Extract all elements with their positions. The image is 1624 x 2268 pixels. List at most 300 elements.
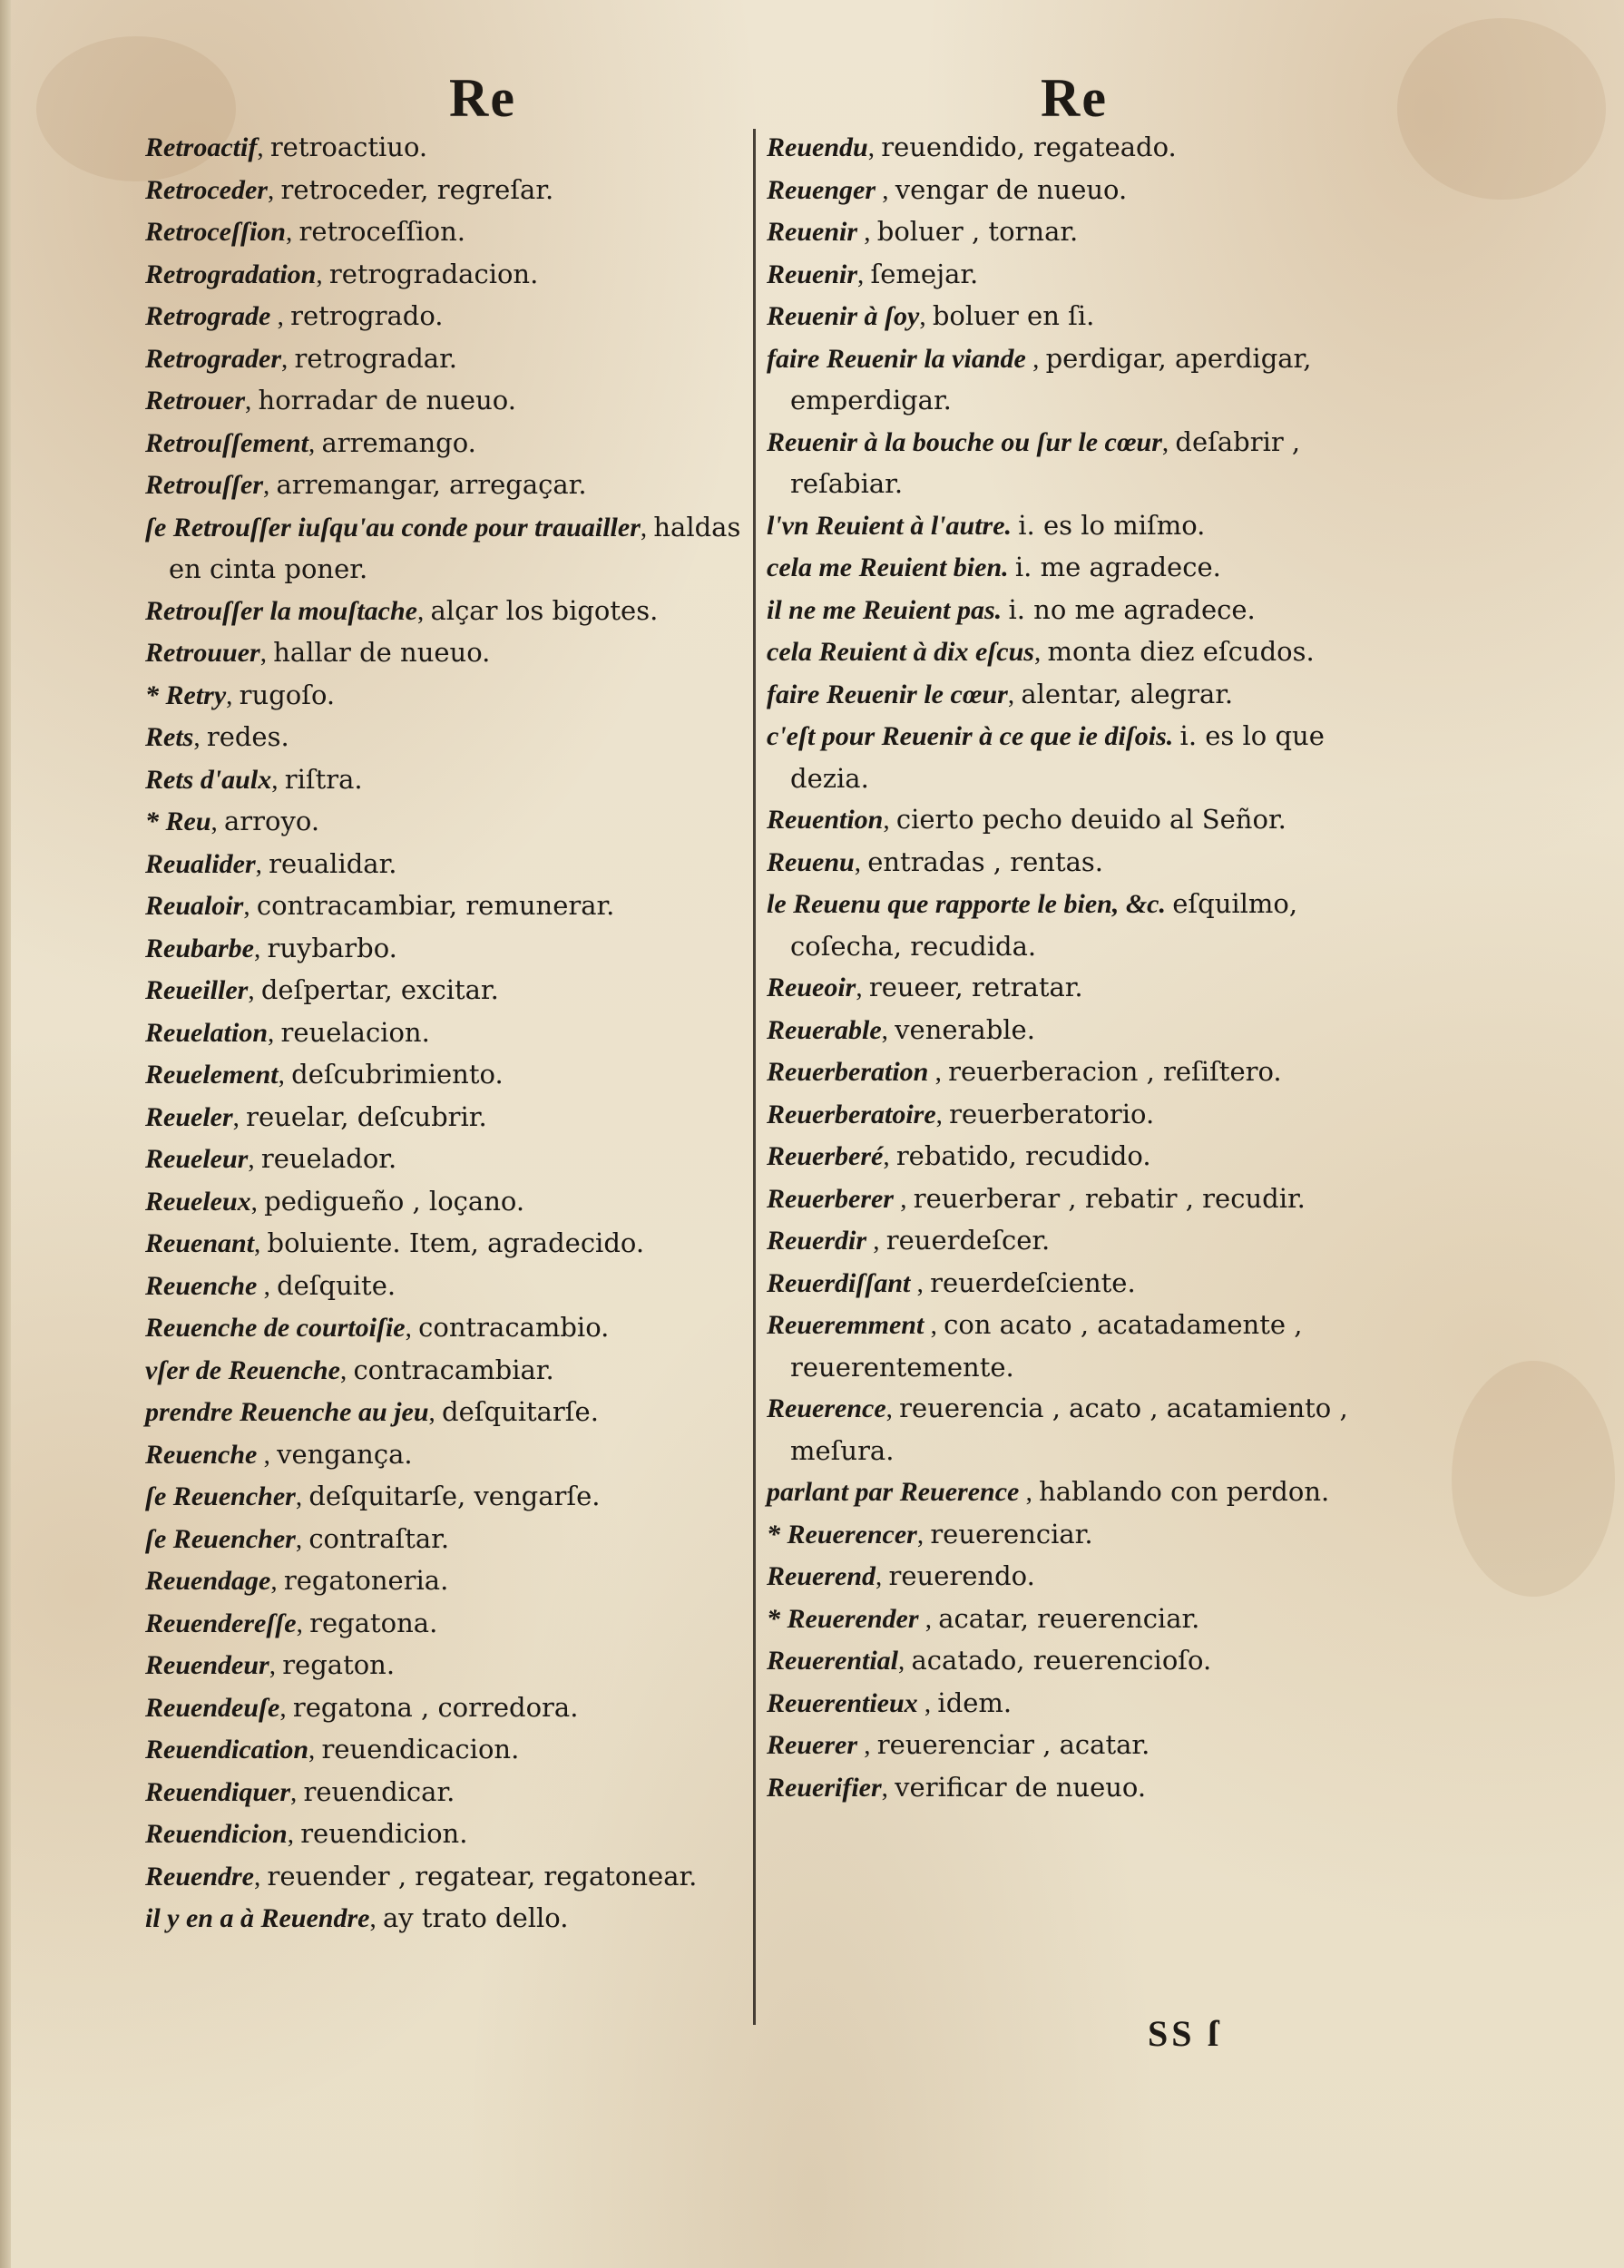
entry-gloss: reuerdeſcer. [885,1225,1051,1256]
entry-separator: , [263,471,277,500]
dictionary-entry [767,590,1365,632]
entry-headword: Reuenir à ſoy [767,301,920,331]
entry-headword: c'eſt pour Reuenir à ce que ie diſois. [767,721,1174,751]
dictionary-entry [145,591,744,633]
entry-separator: , [257,1440,278,1470]
entry-separator: , [210,807,225,836]
entry-headword: Reuenir [767,259,858,289]
dictionary-entry [145,1307,744,1350]
entry-gloss: reueer, retratar. [868,972,1083,1002]
entry-separator: , [278,1061,292,1090]
entry-separator: , [270,1567,284,1596]
entry-gloss: monta diez eſcudos. [1047,636,1315,667]
dictionary-entry [145,1266,744,1308]
entry-headword: Retrouer [145,386,246,415]
dictionary-entry [145,1687,744,1730]
entry-separator: , [279,1693,293,1723]
entry-separator: , [245,386,259,415]
dictionary-entry [145,1645,744,1687]
entry-separator: , [257,1271,278,1301]
entry-gloss: i. es lo que dezia. [790,720,1325,794]
entry-headword: Reuendereſſe [145,1608,297,1638]
dictionary-entry [145,928,744,971]
entry-gloss: reuendicar. [303,1775,455,1807]
entry-separator: , [1161,427,1176,457]
dictionary-entry [767,127,1365,170]
entry-gloss: perdigar, aperdigar, emperdigar. [790,342,1312,415]
entry-gloss: contracambiar. [353,1354,554,1385]
dictionary-entry [767,1471,1365,1514]
entry-separator: , [254,1862,268,1892]
dictionary-entry [145,1772,744,1814]
dictionary-entry [145,1729,744,1772]
entry-gloss: ſemejar. [870,258,979,289]
entry-headword: Reuendage [145,1566,271,1596]
entry-gloss: i. me agradece. [1014,552,1221,582]
entry-separator: , [935,1100,950,1129]
entry-gloss: riſtra. [284,763,363,795]
dictionary-entry [145,1856,744,1899]
entry-headword: Reuerer [767,1730,857,1760]
entry-headword: Reueremment [767,1310,925,1340]
dictionary-entry [145,1898,744,1941]
entry-gloss: horradar de nueuo. [258,385,516,415]
entry-headword: cela me Reuient bien. [767,552,1009,582]
entry-gloss: reuerendo. [888,1560,1035,1591]
entry-headword: Reueleux [145,1186,251,1217]
entry-separator: , [917,1688,938,1718]
entry-headword: Reuenu [767,846,855,877]
entry-gloss: con acato , acatadamente , reuerentemente. [790,1309,1303,1383]
dictionary-entry [145,970,744,1012]
entry-headword: Reuerifier [767,1772,882,1803]
dictionary-entry [145,1181,744,1224]
entry-separator: , [854,847,868,877]
dictionary-entry [767,338,1365,422]
dictionary-entry [145,759,744,802]
entry-separator: , [290,1777,304,1807]
paper-stain [1397,18,1606,200]
dictionary-entry [145,127,744,170]
entry-gloss: reualidar. [269,847,397,879]
entry-gloss: reuerencia , acato , acatamiento , meſura. [790,1393,1348,1466]
dictionary-entry [145,1476,744,1519]
entry-gloss: regaton. [282,1649,396,1680]
dictionary-entry [767,1514,1365,1557]
entry-separator: , [866,1227,886,1256]
entry-headword: l'vn Reuient à l'autre. [767,510,1013,541]
dictionary-entry [145,1813,744,1856]
dictionary-entry [767,967,1365,1010]
entry-gloss: hablando con perdon. [1039,1476,1330,1507]
dictionary-entry [145,211,744,254]
entry-separator: , [1019,1478,1040,1507]
entry-gloss: deſquitarſe, vengarſe. [308,1481,601,1511]
entry-headword: Reueoir [767,973,856,1002]
dictionary-entry [145,296,744,338]
entry-separator: , [919,302,933,331]
entry-separator: , [269,1651,283,1680]
entry-headword: Reuendre [145,1861,254,1892]
entry-gloss: eſquilmo, coſecha, recudida. [790,888,1298,962]
dictionary-entry [767,422,1365,505]
entry-separator: , [857,259,871,289]
dictionary-entry [145,801,744,844]
dictionary-entry [767,674,1365,717]
entry-gloss: acatar, reuerenciar. [938,1602,1200,1634]
entry-headword: Rets d'aulx [145,764,272,795]
entry-headword: Reuention [767,805,884,835]
entry-gloss: venerable. [895,1013,1035,1045]
entry-separator: , [296,1608,310,1638]
entry-headword: Reuenche [145,1270,258,1301]
dictionary-entry [145,1350,744,1393]
entry-headword: Reuerential [767,1646,899,1676]
dictionary-entry [767,547,1365,590]
entry-separator: , [928,1058,949,1087]
entry-gloss: rugoſo. [239,679,336,710]
entry-separator: , [295,1482,309,1511]
entry-separator: , [267,175,281,205]
dictionary-entry [145,464,744,507]
entry-gloss: arremangar, arregaçar. [276,469,587,500]
entry-separator: , [883,1142,896,1171]
dictionary-entry [145,1012,744,1055]
entry-gloss: vengança. [277,1438,413,1470]
entry-gloss: reuendicion. [300,1818,468,1849]
running-head-right: Re [1041,68,1108,128]
dictionary-entry [145,1560,744,1603]
dictionary-entry [767,1094,1365,1137]
entry-separator: , [417,596,431,626]
entry-headword: Reualider [145,848,256,879]
entry-separator: , [640,513,654,543]
entry-gloss: reuelacion. [280,1016,430,1048]
entry-headword: Rets [145,722,194,752]
dictionary-entry [767,1556,1365,1598]
entry-headword: ſe Reuencher [145,1481,296,1511]
entry-gloss: deſabrir , reſabiar. [790,425,1301,499]
paper-stain [1452,1361,1615,1597]
entry-gloss: retrogrado. [290,300,444,331]
entry-gloss: ruybarbo. [267,932,397,963]
dictionary-entry [767,1051,1365,1094]
entry-gloss: deſcubrimiento. [291,1059,504,1090]
entry-headword: Reuerberation [767,1057,929,1087]
entry-headword: Reuendeuſe [145,1692,280,1723]
entry-separator: , [308,1735,322,1765]
entry-headword: Retroceſſion [145,217,286,247]
dictionary-entry [767,1263,1365,1305]
entry-headword: Retrogradation [145,259,317,289]
entry-gloss: contracambiar, remunerar. [256,890,615,921]
entry-separator: , [857,218,877,247]
entry-gloss: deſquitarſe. [442,1396,599,1427]
dictionary-entry [145,717,744,759]
entry-gloss: deſquite. [277,1269,396,1301]
entry-separator: , [271,765,285,795]
entry-separator: , [369,1904,383,1933]
entry-separator: , [257,133,270,162]
entry-separator: , [924,1311,944,1340]
dictionary-entry [145,423,744,465]
entry-headword: Reualoir [145,891,244,921]
entry-gloss: reuender , regatear, regatonear. [267,1860,698,1892]
entry-separator: , [876,1562,889,1591]
dictionary-entry [767,1388,1365,1471]
entry-headword: Reuerable [767,1014,882,1045]
entry-headword: Retrouſſement [145,427,308,458]
entry-headword: Reuenant [145,1228,255,1258]
dictionary-entry [145,1223,744,1266]
entry-separator: , [857,1731,877,1760]
dictionary-entry [767,716,1365,799]
entry-gloss: retroceſſion. [298,216,465,247]
right-column [767,127,1365,1809]
entry-headword: Reuendicion [145,1819,288,1849]
dictionary-entry [767,254,1365,297]
entry-headword: faire Reuenir la viande [767,343,1026,374]
entry-gloss: regatoneria. [283,1565,449,1596]
entry-gloss: boluiente. Item, agradecido. [267,1227,645,1258]
entry-headword: faire Reuenir le cœur [767,679,1008,709]
dictionary-entry [145,1434,744,1477]
dictionary-entry [145,254,744,297]
entry-separator: , [867,133,882,162]
entry-separator: , [339,1355,354,1385]
entry-gloss: reuerenciar , acatar. [876,1729,1150,1760]
dictionary-entry [767,1178,1365,1221]
entry-separator: , [1007,679,1022,709]
entry-separator: , [308,428,322,458]
dictionary-entry [767,799,1365,842]
entry-headword: cela Reuient à dix eſcus [767,637,1034,667]
entry-headword: Reuendiquer [145,1776,291,1807]
entry-gloss: vengar de nueuo. [895,173,1128,205]
entry-separator: , [248,1145,261,1174]
entry-gloss: boluer en ſi. [932,300,1095,331]
dictionary-entry [145,1392,744,1434]
entry-headword: Reuerence [767,1393,886,1423]
dictionary-entry [145,1519,744,1561]
entry-headword: Reuendication [145,1735,309,1765]
entry-headword: Reueleur [145,1144,249,1174]
entry-separator: , [881,1015,895,1045]
entry-gloss: verificar de nueuo. [895,1771,1147,1803]
entry-headword: Reuenger [767,174,876,205]
dictionary-entry [145,632,744,675]
entry-headword: Reuerberer [767,1183,894,1214]
dictionary-entry [767,1010,1365,1052]
entry-separator: , [918,1604,939,1634]
entry-separator: , [1033,638,1048,667]
entry-gloss: cierto pecho deuido al Señor. [895,804,1286,835]
dictionary-entry [767,170,1365,212]
entry-gloss: deſpertar, excitar. [260,974,499,1005]
entry-gloss: pedigueño , loçano. [264,1185,525,1217]
entry-separator: , [232,1102,247,1132]
entry-gloss: reuerdeſciente. [930,1266,1136,1298]
entry-separator: , [316,259,329,289]
entry-headword: Reuenir à la bouche ou ſur le cœur [767,426,1162,457]
entry-headword: Reuelation [145,1017,269,1048]
dictionary-entry [767,1220,1365,1263]
left-column [145,127,744,1941]
entry-headword: Reuerend [767,1561,876,1591]
entry-gloss: reuendido, regateado. [881,132,1177,162]
entry-separator: , [243,892,257,921]
entry-gloss: reuelar, deſcubrir. [246,1100,487,1132]
entry-headword: Reuerberatoire [767,1099,936,1129]
dictionary-entry [145,885,744,928]
dictionary-entry [767,1725,1365,1767]
dictionary-entry [767,842,1365,885]
entry-headword: il ne me Reuient pas. [767,594,1003,625]
entry-gloss: i. es lo miſmo. [1018,509,1206,541]
entry-headword: Retrouſſer la mouſtache [145,595,417,626]
entry-separator: , [268,1018,281,1048]
entry-headword: parlant par Reuerence [767,1477,1020,1507]
entry-headword: Reuerdiſſant [767,1267,911,1298]
entry-headword: ſe Reuencher [145,1523,296,1554]
entry-separator: , [428,1398,443,1427]
entry-gloss: alentar, alegrar. [1021,678,1234,709]
dictionary-entry [767,1598,1365,1641]
entry-headword: * Reuerencer [767,1519,917,1549]
dictionary-entry [145,675,744,718]
entry-gloss: retroceder, regreſar. [280,173,554,205]
entry-separator: , [295,1524,309,1554]
entry-gloss: reuendicacion. [321,1734,520,1765]
entry-headword: Retrouuer [145,638,260,668]
entry-headword: ſe Retrouſſer iuſqu'au conde pour trauailler [145,512,641,543]
entry-headword: Reuendeur [145,1650,269,1680]
entry-gloss: contracambio. [418,1312,610,1343]
entry-headword: vſer de Reuenche [145,1354,340,1385]
dictionary-entry [145,507,744,591]
dictionary-entry [145,170,744,212]
entry-gloss: rebatido, recudido. [895,1140,1151,1171]
dictionary-entry [767,211,1365,254]
entry-gloss: haldas en cinta poner. [169,511,741,584]
dictionary-entry [767,631,1365,674]
entry-separator [1173,722,1179,751]
entry-gloss: acatado, reuerencioſo. [911,1645,1212,1676]
dictionary-entry [767,1683,1365,1725]
entry-separator: , [193,723,207,752]
entry-headword: Retrouſſer [145,470,263,500]
entry-headword: * Reu [145,807,211,836]
dictionary-entry [767,884,1365,967]
entry-gloss: entradas , rentas. [867,846,1103,877]
dictionary-entry [767,296,1365,338]
dictionary-entry [145,1603,744,1646]
dictionary-entry [767,1136,1365,1178]
entry-headword: Retrograde [145,301,271,331]
dictionary-entry [145,380,744,423]
entry-headword: Reuerberé [767,1141,884,1171]
entry-gloss: redes. [206,721,289,752]
entry-separator: , [1025,344,1046,374]
entry-headword: Reueler [145,1101,233,1132]
entry-separator: , [259,639,274,668]
entry-separator: , [255,849,269,879]
entry-separator: , [254,1229,268,1258]
column-rule [753,129,756,2025]
entry-gloss: ay trato dello. [383,1902,569,1933]
entry-headword: Reuenir [767,217,858,247]
entry-separator: , [270,302,291,331]
dictionary-entry [145,1139,744,1181]
dictionary-entry [145,1054,744,1097]
entry-headword: * Reuerender [767,1603,919,1634]
entry-gloss: regatona. [309,1607,438,1638]
entry-gloss: regatona , corredora. [292,1691,579,1723]
entry-gloss: arroyo. [224,806,320,836]
signature-mark: SS ſ [1148,2013,1222,2054]
entry-headword: Reubarbe [145,933,254,963]
page-edge-shadow [0,0,11,2268]
entry-gloss: alçar los bigotes. [430,594,659,626]
entry-separator: , [885,1394,900,1423]
entry-separator: , [226,680,240,710]
entry-gloss: retrogradar. [294,342,457,374]
dictionary-entry [767,1640,1365,1683]
dictionary-entry [767,505,1365,548]
entry-headword: le Reuenu que rapporte le bien, &c. [767,889,1166,919]
entry-separator: , [285,218,299,247]
entry-separator: , [881,1773,895,1803]
entry-headword: Retroceder [145,174,268,205]
entry-headword: Reuerentieux [767,1687,918,1718]
entry-separator [1009,553,1015,582]
entry-separator: , [254,934,268,963]
entry-gloss: arremango. [321,426,476,458]
entry-separator: , [916,1520,931,1549]
entry-headword: Reueiller [145,975,249,1005]
entry-separator: , [250,1187,265,1217]
entry-separator: , [898,1647,912,1676]
entry-gloss: retrogradacion. [328,258,539,289]
entry-headword: Retroactif [145,132,258,162]
entry-separator: , [893,1184,914,1214]
entry-gloss: retroactiuo. [269,132,428,162]
dictionary-entry [145,1097,744,1139]
entry-gloss: reuelador. [260,1143,397,1174]
entry-headword: Reuenche [145,1439,258,1470]
entry-headword: Reuelement [145,1060,279,1090]
entry-headword: il y en a à Reuendre [145,1903,370,1933]
entry-headword: Reuendu [767,132,868,162]
entry-gloss: idem. [937,1686,1013,1718]
entry-gloss: hallar de nueuo. [273,637,491,668]
entry-gloss: reuerberacion , reſiſtero. [948,1056,1282,1087]
entry-separator: , [248,976,261,1005]
entry-headword: Retrograder [145,343,281,374]
entry-gloss: reuerenciar. [930,1518,1093,1549]
entry-separator: , [910,1268,931,1298]
running-head-left: Re [449,68,516,128]
entry-headword: Reuerdir [767,1226,867,1256]
dictionary-entry [145,338,744,381]
entry-headword: prendre Reuenche au jeu [145,1397,429,1427]
entry-separator: , [883,806,896,835]
dictionary-entry [767,1305,1365,1388]
entry-gloss: i. no me agradece. [1008,593,1256,625]
entry-gloss: reuerberatorio. [949,1098,1155,1129]
dictionary-entry [767,1767,1365,1810]
entry-gloss: boluer , tornar. [876,216,1079,247]
